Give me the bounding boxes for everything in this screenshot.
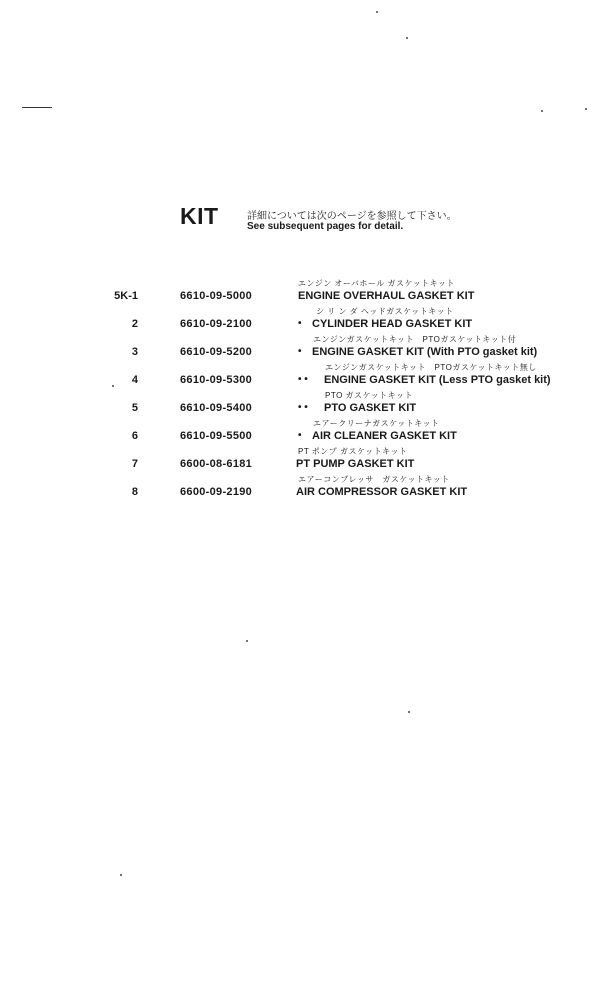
list-item (0, 446, 611, 474)
scan-speck (541, 110, 543, 112)
list-item (0, 362, 611, 390)
scan-speck (376, 11, 378, 13)
item-name-english: AIR COMPRESSOR GASKET KIT (296, 486, 468, 498)
list-item (0, 306, 611, 334)
item-name-japanese: エアークリーナガスケットキット (313, 419, 440, 428)
item-name-english: ENGINE GASKET KIT (Less PTO gasket kit) (324, 374, 551, 386)
item-name-japanese: エンジンガスケットキット PTOガスケットキット無し (325, 363, 537, 372)
list-item (0, 278, 611, 306)
item-bullet: • • (298, 374, 308, 385)
item-number: 3 (131, 346, 138, 358)
scan-speck (112, 385, 114, 387)
scan-speck (585, 108, 587, 110)
item-name-english: PT PUMP GASKET KIT (296, 458, 415, 470)
item-number: 4 (131, 374, 138, 386)
page-title: KIT (180, 203, 219, 229)
scan-speck (406, 37, 408, 39)
item-name-japanese: エンジン オーバホール ガスケットキット (298, 279, 455, 288)
item-name-english: ENGINE GASKET KIT (With PTO gasket kit) (312, 346, 538, 358)
item-bullet: • (298, 346, 302, 357)
list-item (0, 334, 611, 362)
part-number: 6610-09-5500 (180, 430, 253, 442)
part-number: 6610-09-5400 (180, 402, 253, 414)
part-number: 6610-09-5000 (180, 290, 253, 302)
part-number: 6610-09-5300 (180, 374, 253, 386)
item-number: 2 (131, 318, 138, 330)
part-number: 6610-09-2100 (180, 318, 253, 330)
item-name-japanese: シ リ ン ダ ヘッドガスケットキット (316, 307, 454, 316)
item-bullet: • (298, 430, 302, 441)
item-bullet: • • (298, 402, 308, 413)
scan-speck (246, 640, 248, 642)
part-number: 6600-09-2190 (180, 486, 253, 498)
part-number: 6600-08-6181 (180, 458, 253, 470)
part-number: 6610-09-5200 (180, 346, 253, 358)
item-name-japanese: PTO ガスケットキット (325, 391, 413, 400)
list-item (0, 474, 611, 502)
scan-speck (408, 711, 410, 713)
scan-speck (120, 874, 122, 876)
item-name-english: ENGINE OVERHAUL GASKET KIT (298, 290, 475, 302)
item-name-japanese: エンジンガスケットキット PTOガスケットキット付 (313, 335, 517, 344)
item-name-english: PTO GASKET KIT (324, 402, 417, 414)
item-bullet: • (298, 318, 302, 329)
note-english: See subsequent pages for detail. (247, 221, 404, 232)
item-number: 6 (131, 430, 138, 442)
item-number: 5K-1 (114, 290, 138, 302)
item-number: 8 (131, 486, 138, 498)
note-japanese: 詳細については次のページを参照して下さい。 (247, 211, 457, 222)
item-name-english: CYLINDER HEAD GASKET KIT (312, 318, 473, 330)
list-item (0, 418, 611, 446)
item-number: 5 (131, 402, 138, 414)
list-item (0, 390, 611, 418)
item-number: 7 (131, 458, 138, 470)
item-name-english: AIR CLEANER GASKET KIT (312, 430, 457, 442)
item-name-japanese: PT ポンプ ガスケットキット (298, 447, 408, 456)
item-name-japanese: エアーコンプレッサ ガスケットキット (298, 475, 450, 484)
